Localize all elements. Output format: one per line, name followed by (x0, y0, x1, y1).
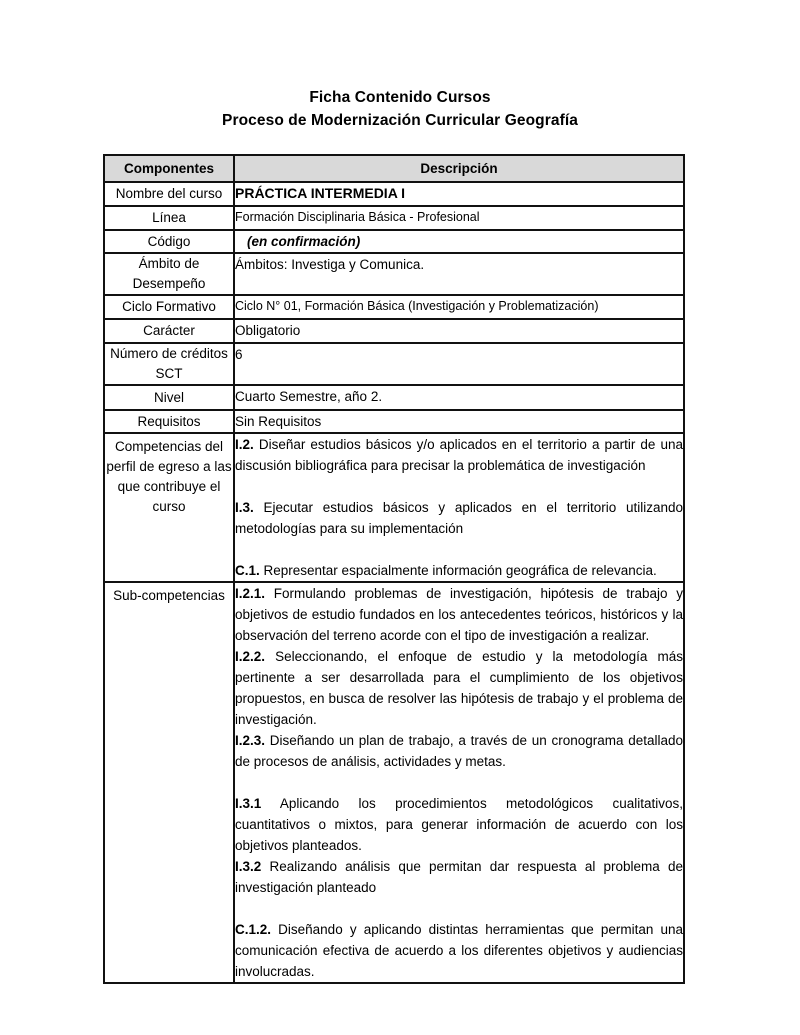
header-componentes: Componentes (104, 155, 234, 182)
header-descripcion: Descripción (234, 155, 684, 182)
paragraph-lead: I.2.2. (235, 649, 266, 664)
paragraph-lead: C.1.2. (235, 922, 272, 937)
paragraph-lead: I.3. (235, 500, 254, 515)
table-body (104, 182, 684, 983)
row-label: Carácter (104, 319, 234, 343)
value-paragraph: Ámbitos: Investiga y Comunica. (235, 257, 425, 272)
row-value (234, 385, 684, 410)
paragraph-lead: I.3.2 (235, 859, 262, 874)
paragraph-lead: I.3.1 (235, 796, 262, 811)
row-label: Número de créditos SCT (104, 343, 234, 385)
row-label: Sub-competencias (104, 582, 234, 983)
value-paragraph: I.3. Ejecutar estudios básicos y aplicados en el territorio utilizando metodologías para su implementación (235, 500, 683, 536)
value-paragraph: 6 (235, 347, 243, 362)
paragraph-spacer (235, 476, 683, 497)
paragraph-lead: I.2.3. (235, 733, 266, 748)
table-header-row (104, 155, 684, 182)
paragraph-spacer (235, 772, 683, 793)
value-paragraph: Cuarto Semestre, año 2. (235, 389, 383, 404)
row-label: Nombre del curso (104, 182, 234, 206)
table-row-competencias-perfil-egreso (104, 433, 684, 582)
paragraph-spacer (235, 539, 683, 560)
table-row-ciclo-formativo (104, 295, 684, 319)
table-row-caracter (104, 319, 684, 343)
value-paragraph: Obligatorio (235, 323, 301, 338)
row-value (234, 343, 684, 385)
row-label: Ámbito de Desempeño (104, 253, 234, 295)
value-paragraph: Ciclo N° 01, Formación Básica (Investigación y Problematización) (235, 299, 599, 313)
document-title (0, 0, 800, 132)
row-label: Nivel (104, 385, 234, 410)
value-paragraph: I.3.2 Realizando análisis que permitan dar respuesta al problema de investigación planteado (235, 859, 683, 895)
title-line-1: Ficha Contenido Cursos (309, 89, 491, 106)
table-row-requisitos (104, 410, 684, 433)
row-label: Código (104, 230, 234, 253)
table-row-sub-competencias (104, 582, 684, 983)
paragraph-spacer (235, 898, 683, 919)
row-value (234, 410, 684, 433)
value-paragraph: C.1.2. Diseñando y aplicando distintas herramientas que permitan una comunicación efectiva de acuerdo a los diferentes objetivos y audiencias involucradas. (235, 922, 683, 979)
row-label: Ciclo Formativo (104, 295, 234, 319)
title-line-2: Proceso de Modernización Curricular Geografía (222, 112, 578, 129)
row-value (234, 433, 684, 582)
value-paragraph: I.2.2. Seleccionando, el enfoque de estudio y la metodología más pertinente a ser desarrollada para el cumplimiento de los objetivos propuestos, en busca de resolver las hipótesis de trabajo y el problema de investigación. (235, 649, 683, 727)
course-info-table (103, 154, 685, 984)
table-row-ambito-de-desempeno (104, 253, 684, 295)
table-row-codigo (104, 230, 684, 253)
paragraph-lead: I.2. (235, 437, 254, 452)
row-value (234, 230, 684, 253)
row-value (234, 253, 684, 295)
row-value (234, 319, 684, 343)
row-value (234, 206, 684, 230)
row-label: Línea (104, 206, 234, 230)
row-value (234, 182, 684, 206)
value-paragraph: I.2. Diseñar estudios básicos y/o aplicados en el territorio a partir de una discusión bibliográfica para precisar la problemática de investigación (235, 437, 683, 473)
table-row-nombre-del-curso (104, 182, 684, 206)
value-paragraph: Sin Requisitos (235, 414, 322, 429)
value-paragraph: C.1. Representar espacialmente información geográfica de relevancia. (235, 563, 657, 578)
value-paragraph: I.2.3. Diseñando un plan de trabajo, a través de un cronograma detallado de procesos de análisis, actividades y metas. (235, 733, 683, 769)
table-row-numero-de-creditos-sct (104, 343, 684, 385)
paragraph-lead: C.1. (235, 563, 260, 578)
table-row-linea (104, 206, 684, 230)
row-value (234, 582, 684, 983)
value-paragraph: I.2.1. Formulando problemas de investigación, hipótesis de trabajo y objetivos de estudio fundados en los antecedentes teóricos, históricos y la observación del terreno acorde con el tipo de investigación a realizar. (235, 586, 683, 643)
row-label: Requisitos (104, 410, 234, 433)
value-paragraph: (en confirmación) (247, 234, 361, 249)
value-paragraph: Formación Disciplinaria Básica - Profesional (235, 210, 480, 224)
value-paragraph: I.3.1 Aplicando los procedimientos metodológicos cualitativos, cuantitativos o mixtos, para generar información de acuerdo con los objetivos planteados. (235, 796, 683, 853)
value-paragraph: PRÁCTICA INTERMEDIA I (235, 185, 406, 201)
paragraph-lead: I.2.1. (235, 586, 266, 601)
row-label: Competencias del perfil de egreso a las que contribuye el curso (104, 433, 234, 582)
row-value (234, 295, 684, 319)
table-row-nivel (104, 385, 684, 410)
